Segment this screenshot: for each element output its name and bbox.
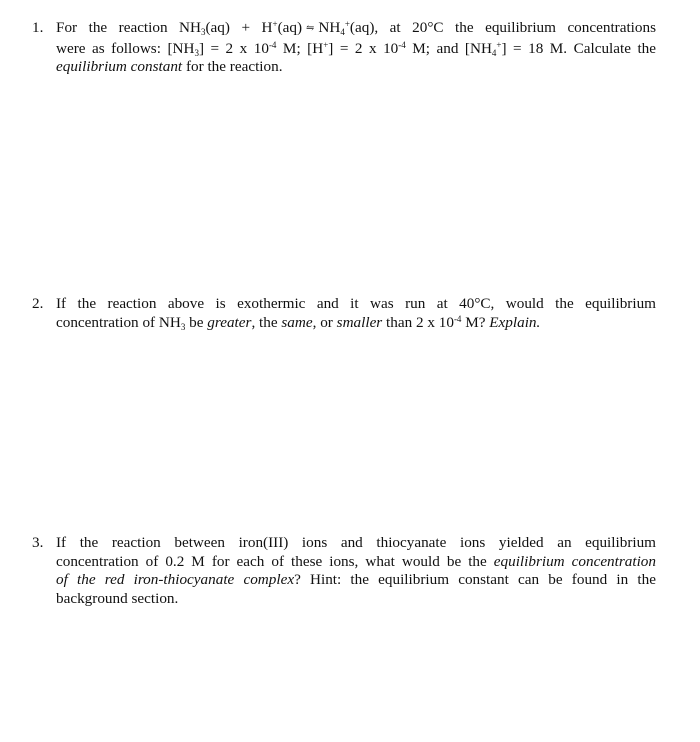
question-line: of the red iron-thiocyanate complex? Hint: the equilibrium constant can be found in the	[56, 571, 656, 589]
question-line: For the reaction $NH_3(aq) + H^+(aq)$ ⇋ $NH_4^+(aq)$, at 20°C the equilibrium concentrations	[56, 19, 656, 37]
question-number: 3.	[32, 534, 44, 551]
question-number: 2.	[32, 295, 44, 312]
question-number: 1.	[32, 19, 44, 36]
question-line: concentration of $NH_3$ be greater, the same, or smaller than 2 x $10^{-4}$ M? Explain.	[56, 313, 541, 332]
equilibrium-arrow-icon: ⇋	[306, 23, 315, 34]
question-text	[56, 19, 656, 77]
question-2	[32, 295, 656, 332]
question-line: If the reaction above is exothermic and it was run at 40°C, would the equilibrium	[56, 295, 656, 312]
question-line: background section.	[56, 589, 179, 607]
question-1	[32, 19, 656, 77]
question-line: If the reaction between iron(III) ions and thiocyanate ions yielded an equilibrium	[56, 534, 656, 551]
question-line: were as follows: $[NH_3] = 2$ x $10^{-4}$ M; [H+] = 2 x $10^{-4}$ M; and $[NH_4^+] = 18$ M. Calculate the	[56, 39, 657, 58]
question-line: concentration of 0.2 M for each of these ions, what would be the equilibrium concentration	[56, 552, 656, 570]
question-text	[56, 295, 656, 332]
question-line: equilibrium constant for the reaction.	[56, 58, 283, 76]
question-3	[32, 534, 656, 608]
question-text	[56, 534, 656, 608]
